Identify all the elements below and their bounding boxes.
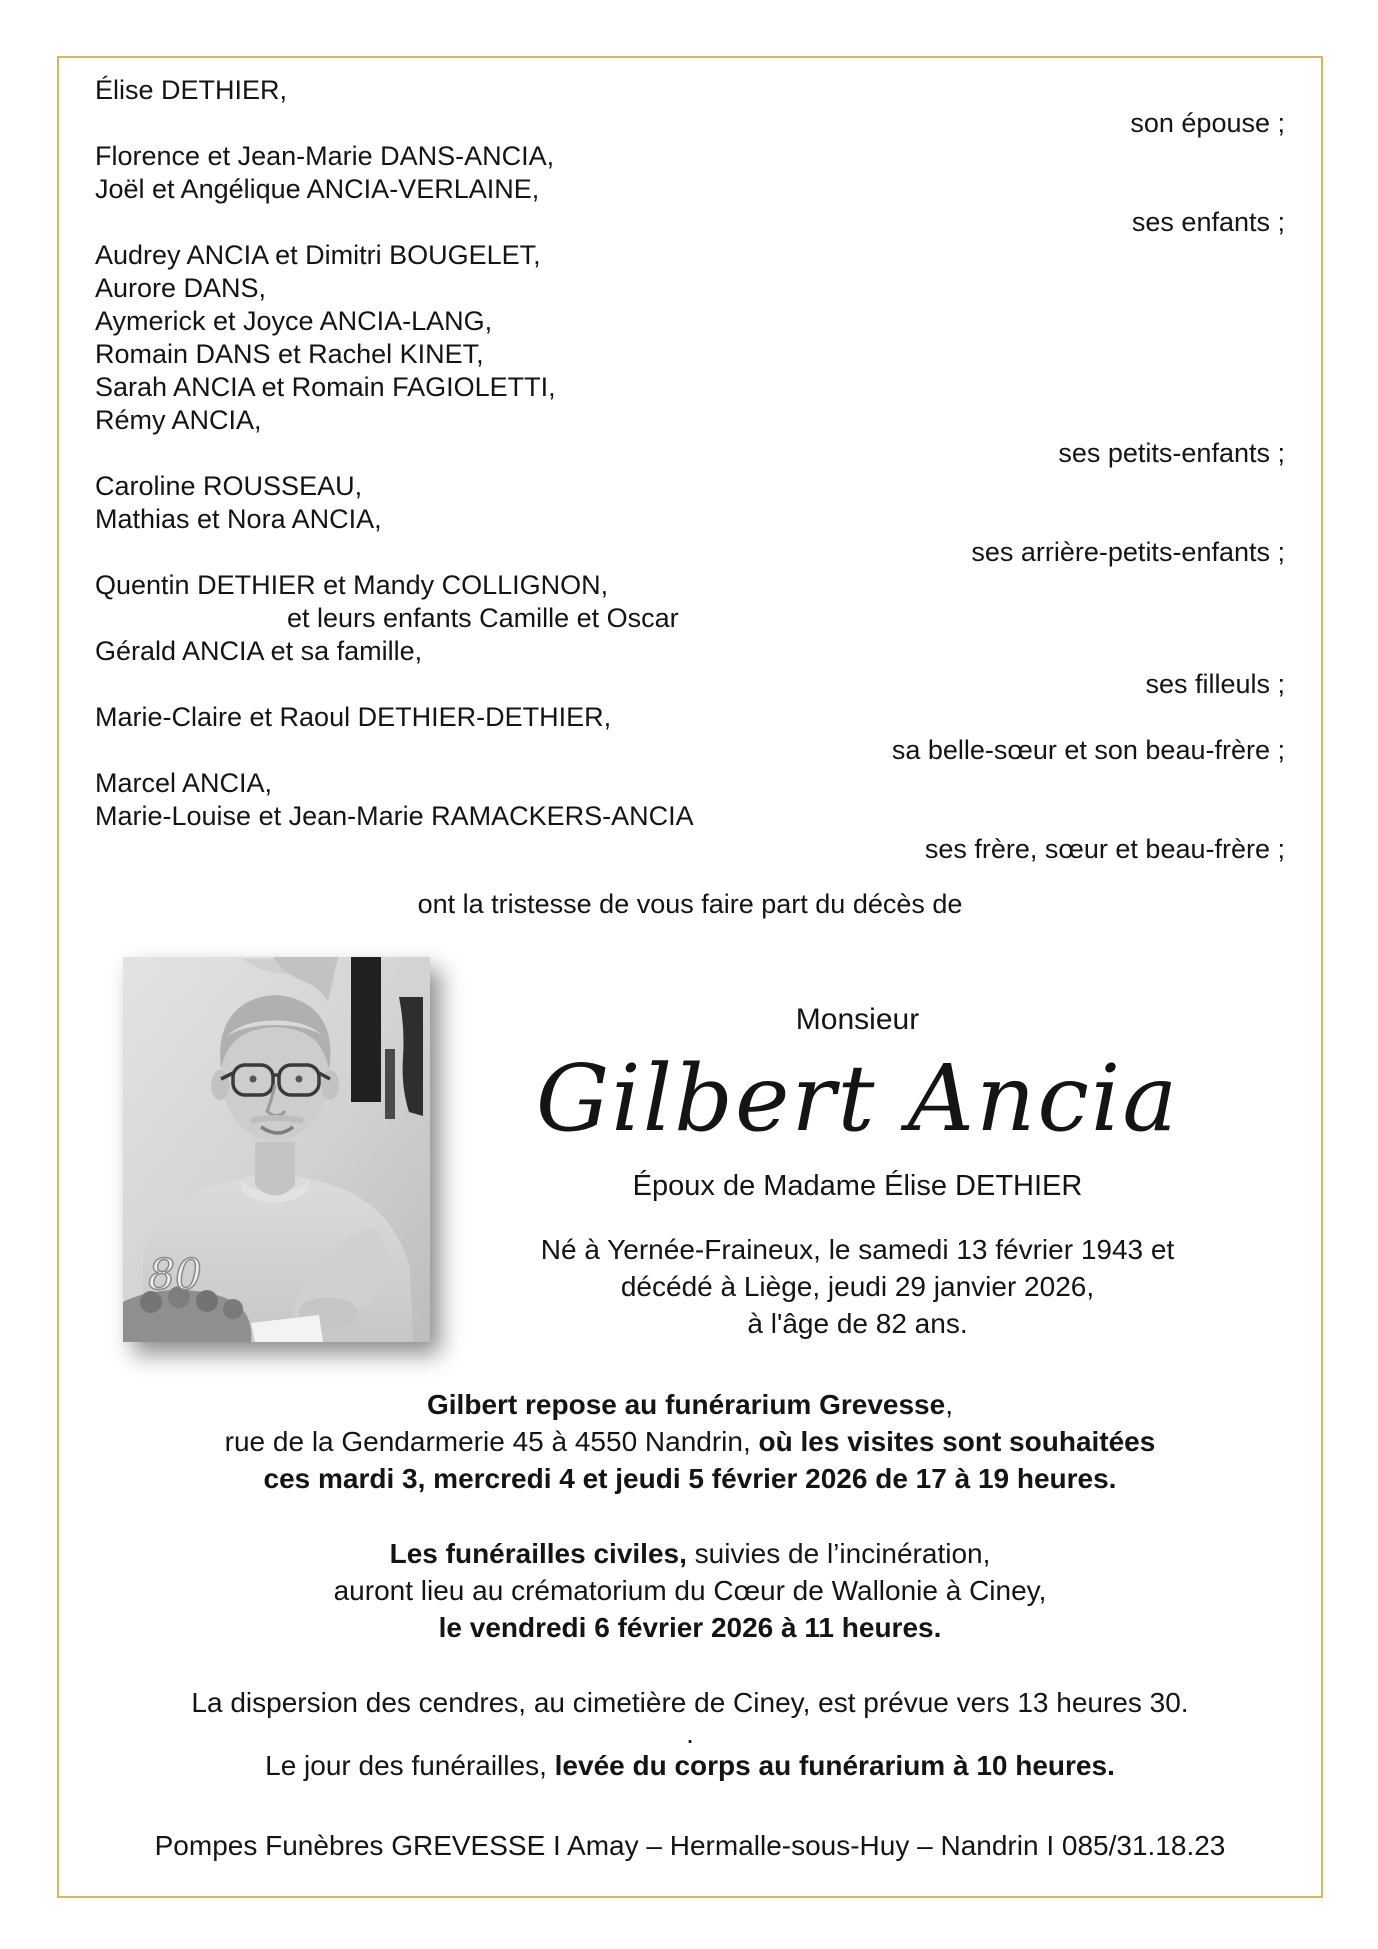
- ceremony-block: [95, 1747, 1285, 1784]
- ceremony-details: [95, 1386, 1285, 1784]
- family-line: et leurs enfants Camille et Oscar: [287, 603, 679, 633]
- neck: [255, 1142, 295, 1196]
- eye-left: [250, 1076, 257, 1083]
- family-line: Sarah ANCIA et Romain FAGIOLETTI,: [95, 372, 556, 402]
- ceremony-text-bold: ces mardi 3, mercredi 4 et jeudi 5 février 2026 de 17 à 19 heures.: [263, 1463, 1117, 1494]
- ceremony-block: [95, 1535, 1285, 1646]
- birth-death-block: [430, 1231, 1285, 1342]
- portrait-photo: [123, 957, 430, 1342]
- family-line: Aymerick et Joyce ANCIA-LANG,: [95, 306, 493, 336]
- ceremony-text: La dispersion des cendres, au cimetière de Ciney, est prévue vers 13 heures 30.: [191, 1687, 1189, 1718]
- ceremony-line: [95, 1535, 1285, 1572]
- family-line: Quentin DETHIER et Mandy COLLIGNON,: [95, 570, 609, 600]
- birth-line: Né à Yernée-Fraineux, le samedi 13 février 1943 et: [540, 1233, 1175, 1265]
- family-line: Rémy ANCIA,: [95, 405, 262, 435]
- ceremony-line: [95, 1423, 1285, 1460]
- ceremony-text-bold: le vendredi 6 février 2026 à 11 heures.: [438, 1612, 942, 1643]
- ceremony-text: ,: [945, 1389, 953, 1420]
- dark-doorway: [351, 957, 381, 1102]
- ceremony-text-bold: Les funérailles civiles,: [389, 1538, 687, 1569]
- family-line: Caroline ROUSSEAU,: [95, 471, 363, 501]
- relationship-label: ses petits-enfants ;: [1058, 438, 1285, 468]
- family-line: Romain DANS et Rachel KINET,: [95, 339, 484, 369]
- portrait-photo-illustration: [123, 957, 430, 1342]
- family-line: Marie-Claire et Raoul DETHIER-DETHIER,: [95, 702, 612, 732]
- ceremony-line: [95, 1572, 1285, 1609]
- intro-line: ont la tristesse de vous faire part du décès de: [417, 889, 963, 919]
- relationship-label: ses filleuls ;: [1145, 669, 1285, 699]
- relationship-label: ses enfants ;: [1131, 207, 1285, 237]
- family-announcement-list: [95, 74, 1285, 866]
- ceremony-line: [95, 1460, 1285, 1497]
- ceremony-text-bold: où les visites sont souhaitées: [758, 1426, 1156, 1457]
- family-line: Aurore DANS,: [95, 273, 267, 303]
- deceased-block: [430, 957, 1285, 1342]
- relationship-label: sa belle-sœur et son beau-frère ;: [891, 735, 1285, 765]
- ceremony-text: .: [686, 1718, 694, 1749]
- family-line: Audrey ANCIA et Dimitri BOUGELET,: [95, 240, 541, 270]
- eye-right: [296, 1076, 303, 1083]
- ceremony-text: auront lieu au crématorium du Cœur de Wallonie à Ciney,: [333, 1575, 1047, 1606]
- family-line: Marie-Louise et Jean-Marie RAMACKERS-ANCIA: [95, 801, 694, 831]
- ceremony-line: [95, 1747, 1285, 1784]
- ceremony-text: suivies de l’incinération,: [686, 1538, 991, 1569]
- deceased-name: Gilbert Ancia: [535, 1045, 1180, 1152]
- ceremony-text-bold: Gilbert repose au funérarium Grevesse: [427, 1389, 946, 1420]
- family-line: Mathias et Nora ANCIA,: [95, 504, 382, 534]
- deceased-title: Monsieur: [795, 1003, 920, 1036]
- family-line: Gérald ANCIA et sa famille,: [95, 636, 423, 666]
- ceremony-text: rue de la Gendarmerie 45 à 4550 Nandrin,: [224, 1426, 759, 1457]
- relationship-label: ses arrière-petits-enfants ;: [971, 537, 1285, 567]
- ceremony-line: [95, 1609, 1285, 1646]
- relationship-label: son épouse ;: [1130, 108, 1285, 138]
- ceremony-line: [95, 1684, 1285, 1721]
- age-line: à l'âge de 82 ans.: [747, 1307, 968, 1339]
- family-line: Marcel ANCIA,: [95, 768, 273, 798]
- ceremony-text: Le jour des funérailles,: [265, 1750, 555, 1781]
- family-line: Joël et Angélique ANCIA-VERLAINE,: [95, 174, 540, 204]
- deceased-section: [95, 957, 1285, 1342]
- ceremony-block: [95, 1684, 1285, 1721]
- family-line: Florence et Jean-Marie DANS-ANCIA,: [95, 141, 555, 171]
- death-line: décédé à Liège, jeudi 29 janvier 2026,: [620, 1270, 1095, 1302]
- cake-fruit: [223, 1299, 243, 1319]
- ceremony-block: [95, 1718, 1285, 1749]
- relationship-label: ses frère, sœur et beau-frère ;: [924, 834, 1285, 864]
- footer-funeral-home: Pompes Funèbres GREVESSE I Amay – Hermalle-sous-Huy – Nandrin I 085/31.18.23: [154, 1830, 1226, 1861]
- hanging-object: [385, 1049, 395, 1119]
- ceremony-block: [95, 1386, 1285, 1497]
- family-line: Élise DETHIER,: [95, 75, 288, 105]
- ceremony-line: [95, 1718, 1285, 1749]
- ceremony-text-bold: levée du corps au funérarium à 10 heures.: [554, 1750, 1115, 1781]
- spouse-line: Époux de Madame Élise DETHIER: [632, 1169, 1083, 1202]
- announcement-content: [57, 56, 1323, 1898]
- ceremony-line: [95, 1386, 1285, 1423]
- mustache-shadow: [251, 1118, 303, 1121]
- birthday-candles-80: 80: [148, 1250, 202, 1299]
